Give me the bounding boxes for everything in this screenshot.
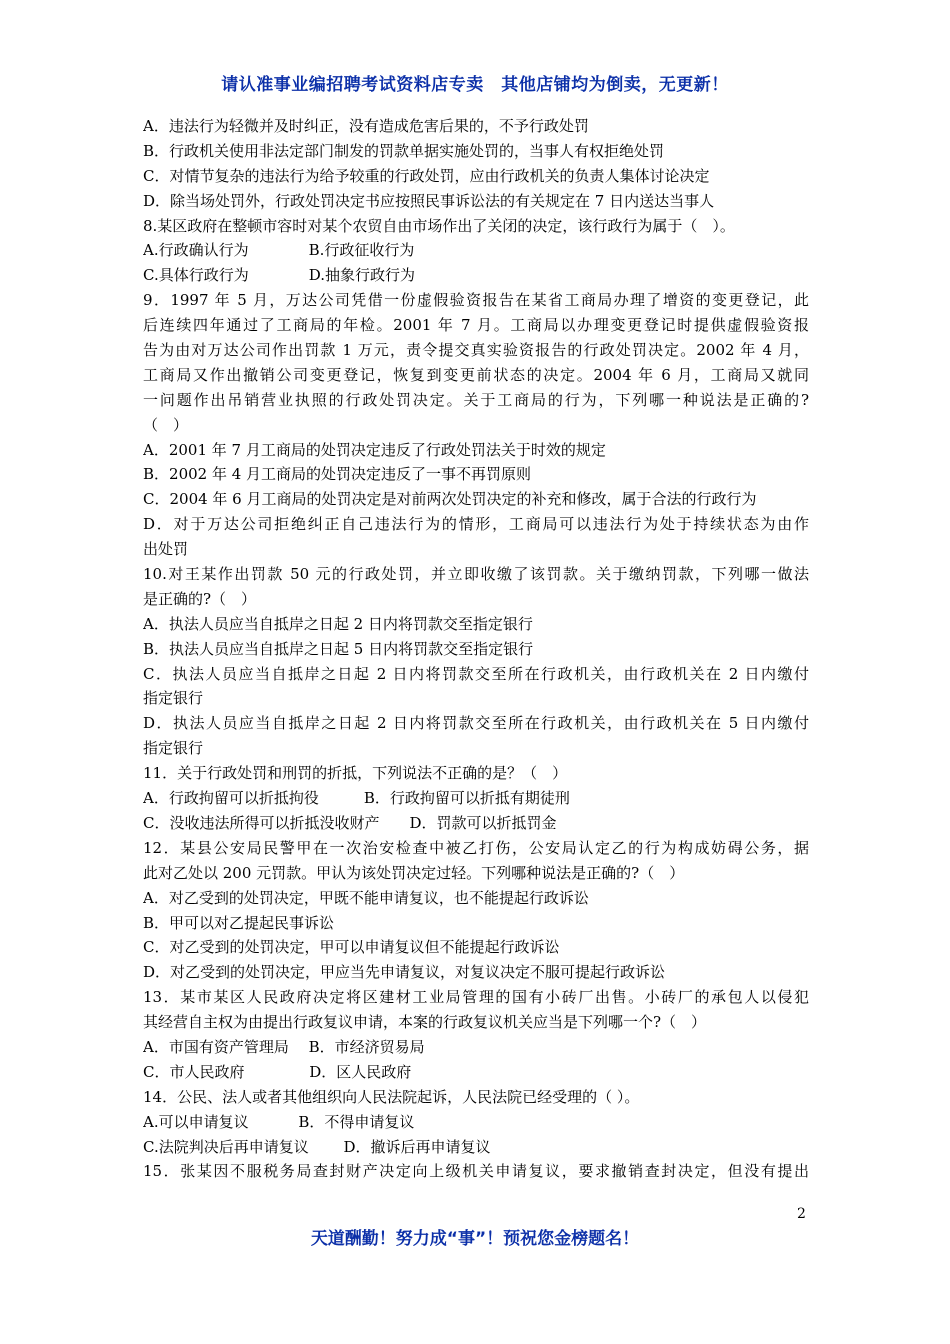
option-line: D．对于万达公司拒绝纠正自己违法行为的情形，工商局可以违法行为处于持续状态为由作 bbox=[143, 515, 809, 534]
question-line: 12．某县公安局民警甲在一次治安检查中被乙打伤，公安局认定乙的行为构成妨碍公务，据 bbox=[143, 838, 809, 857]
option-line: C．对乙受到的处罚决定，甲可以申请复议但不能提起行政诉讼 bbox=[143, 938, 560, 957]
answer-bracket: （ ） bbox=[143, 415, 189, 434]
question-line: 其经营自主权为由提出行政复议申请，本案的行政复议机关应当是下列哪一个?（ ） bbox=[143, 1013, 707, 1032]
option-line: A．对乙受到的处罚决定，甲既不能申请复议，也不能提起行政诉讼 bbox=[143, 888, 589, 907]
option-line: C．没收违法所得可以折抵没收财产 D．罚款可以折抵罚金 bbox=[143, 813, 557, 832]
option-line: A.行政确认行为 B.行政征收行为 bbox=[143, 241, 415, 260]
page-number: 2 bbox=[797, 1206, 806, 1222]
option-line: A.可以申请复议 B．不得申请复议 bbox=[143, 1112, 415, 1131]
option-line: C．执法人员应当自抵岸之日起 2 日内将罚款交至所在行政机关，由行政机关在 2 日内缴付 bbox=[143, 664, 809, 683]
document-body bbox=[143, 114, 809, 1184]
question-line: 13．某市某区人民政府决定将区建材工业局管理的国有小砖厂出售。小砖厂的承包人以侵犯 bbox=[143, 988, 809, 1007]
question-line: 8.某区政府在整顿市容时对某个农贸自由市场作出了关闭的决定，该行政行为属于（ ）。 bbox=[143, 216, 735, 235]
text-line: D．除当场处罚外，行政处罚决定书应按照民事诉讼法的有关规定在 7 日内送达当事人 bbox=[143, 191, 715, 210]
question-line: 9．1997 年 5 月，万达公司凭借一份虚假验资报告在某省工商局办理了增资的变更登记，此 bbox=[143, 291, 809, 310]
option-line: B．甲可以对乙提起民事诉讼 bbox=[143, 913, 335, 932]
option-line: B．执法人员应当自抵岸之日起 5 日内将罚款交至指定银行 bbox=[143, 639, 534, 658]
option-line: B．2002 年 4 月工商局的处罚决定违反了一事不再罚原则 bbox=[143, 465, 532, 484]
question-line: 15．张某因不服税务局查封财产决定向上级机关申请复议，要求撤销查封决定，但没有提出 bbox=[143, 1162, 809, 1181]
option-line: A．行政拘留可以折抵拘役 B．行政拘留可以折抵有期徒刑 bbox=[143, 789, 570, 808]
question-line: 是正确的?（ ） bbox=[143, 589, 257, 608]
question-line: 11．关于行政处罚和刑罚的折抵，下列说法不正确的是？（ ） bbox=[143, 764, 568, 783]
question-line: 此对乙处以 200 元罚款。甲认为该处罚决定过轻。下列哪种说法是正确的?（ ） bbox=[143, 863, 685, 882]
option-line: C．2004 年 6 月工商局的处罚决定是对前两次处罚决定的补充和修改，属于合法的行政行为 bbox=[143, 490, 757, 509]
text-line: A．违法行为轻微并及时纠正，没有造成危害后果的，不予行政处罚 bbox=[143, 117, 589, 135]
option-line: A．市国有资产管理局 B．市经济贸易局 bbox=[143, 1037, 425, 1056]
text-line: C．对情节复杂的违法行为给予较重的行政处罚，应由行政机关的负责人集体讨论决定 bbox=[143, 166, 710, 185]
question-line: 10.对王某作出罚款 50 元的行政处罚，并立即收缴了该罚款。关于缴纳罚款，下列哪一做法 bbox=[143, 565, 809, 584]
option-line: A．执法人员应当自抵岸之日起 2 日内将罚款交至指定银行 bbox=[143, 614, 533, 633]
question-line: 14．公民、法人或者其他组织向人民法院起诉，人民法院已经受理的（ ）。 bbox=[143, 1087, 640, 1106]
option-line: 指定银行 bbox=[143, 739, 204, 758]
option-line: D．执法人员应当自抵岸之日起 2 日内将罚款交至所在行政机关，由行政机关在 5 日内缴付 bbox=[143, 714, 809, 733]
option-line: C．市人民政府 D．区人民政府 bbox=[143, 1062, 412, 1081]
question-line: 工商局又作出撤销公司变更登记，恢复到变更前状态的决定。2004 年 6 月，工商局又就同 bbox=[143, 365, 809, 384]
option-line: A．2001 年 7 月工商局的处罚决定违反了行政处罚法关于时效的规定 bbox=[143, 440, 606, 459]
page-header-banner: 请认准事业编招聘考试资料店专卖 其他店铺均为倒卖，无更新！ bbox=[221, 75, 729, 95]
page-footer-banner: 天道酬勤！努力成“事”！预祝您金榜题名！ bbox=[310, 1229, 640, 1249]
question-line: 告为由对万达公司作出罚款 1 万元，责令提交真实验资报告的行政处罚决定。2002 年 4 月， bbox=[143, 341, 809, 360]
option-line: C.具体行政行为 D.抽象行政行为 bbox=[143, 266, 415, 285]
text-line: B．行政机关使用非法定部门制发的罚款单据实施处罚的，当事人有权拒绝处罚 bbox=[143, 141, 665, 160]
question-line: 后连续四年通过了工商局的年检。2001 年 7 月。工商局以办理变更登记时提供虚假验资报 bbox=[143, 316, 809, 335]
option-line: D．对乙受到的处罚决定，甲应当先申请复议，对复议决定不服可提起行政诉讼 bbox=[143, 963, 666, 982]
option-line: 指定银行 bbox=[143, 689, 204, 708]
option-line: C.法院判决后再申请复议 D．撤诉后再申请复议 bbox=[143, 1137, 491, 1156]
question-line: 一问题作出吊销营业执照的行政处罚决定。关于工商局的行为，下列哪一种说法是正确的? bbox=[143, 390, 809, 409]
option-line: 出处罚 bbox=[143, 540, 189, 559]
